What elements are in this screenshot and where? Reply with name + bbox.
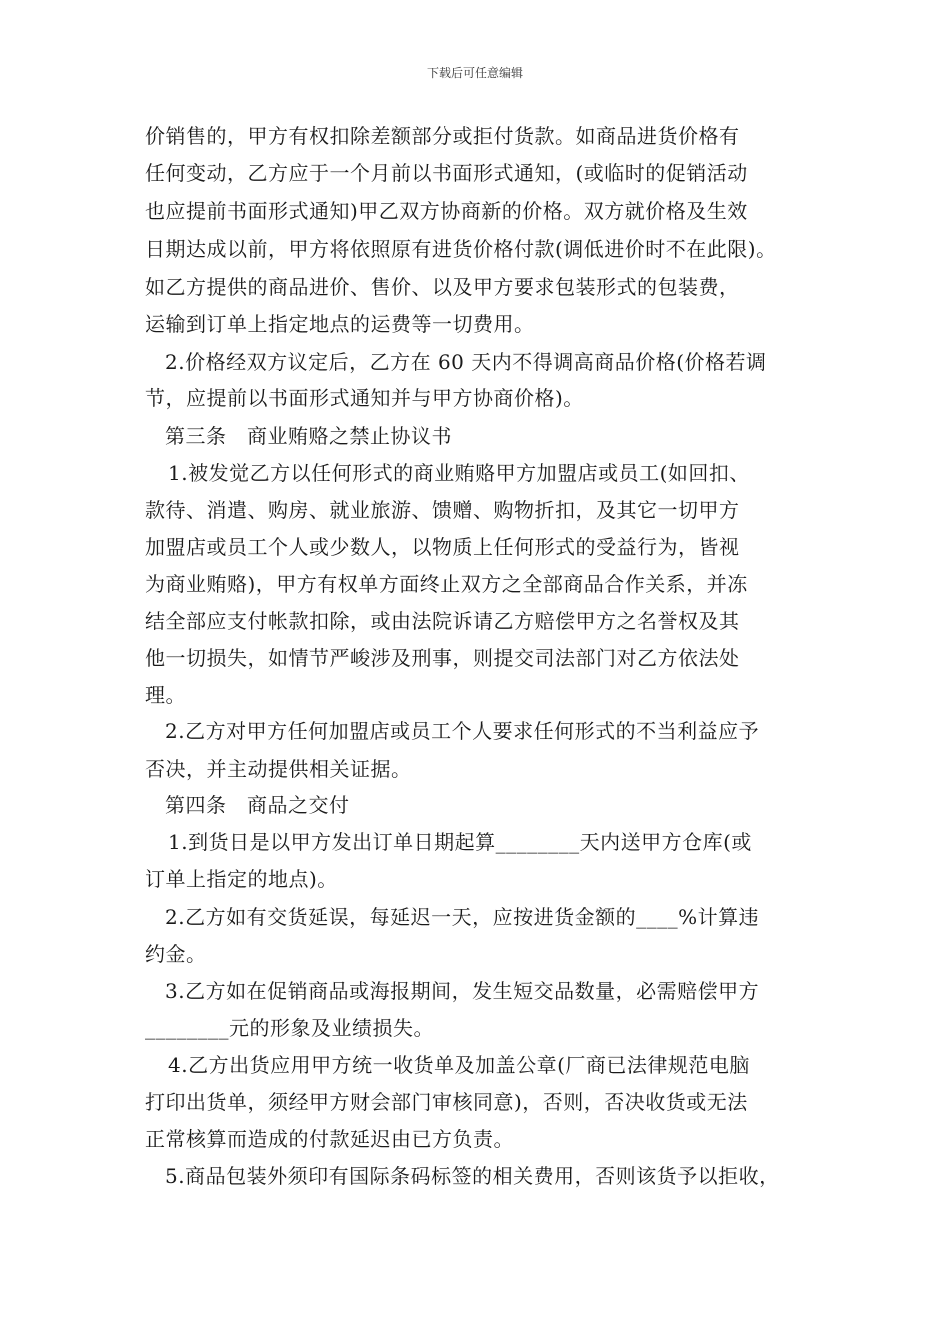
- text-line: 4.乙方出货应用甲方统一收货单及加盖公章(厂商已法律规范电脑: [168, 1053, 750, 1077]
- text-line: 款待、消遣、购房、就业旅游、馈赠、购物折扣，及其它一切甲方: [145, 498, 740, 522]
- text-line: 2.乙方如有交货延误，每延迟一天，应按进货金额的____%计算违: [165, 905, 760, 929]
- text-line: 2.乙方对甲方任何加盟店或员工个人要求任何形式的不当利益应予: [165, 719, 760, 743]
- text-line: 正常核算而造成的付款延迟由已方负责。: [145, 1127, 514, 1151]
- text-line: 任何变动，乙方应于一个月前以书面形式通知，(或临时的促销活动: [145, 161, 748, 185]
- text-line: 日期达成以前，甲方将依照原有进货价格付款(调低进价时不在此限)。: [145, 237, 777, 261]
- text-line: 2.价格经双方议定后，乙方在 60 天内不得调高商品价格(价格若调: [165, 350, 767, 374]
- text-line: 结全部应支付帐款扣除，或由法院诉请乙方赔偿甲方之名誉权及其: [145, 609, 740, 633]
- text-line: 1.被发觉乙方以任何形式的商业贿赂甲方加盟店或员工(如回扣、: [168, 461, 750, 485]
- text-line: 5.商品包装外须印有国际条码标签的相关费用，否则该货予以拒收，: [165, 1164, 780, 1188]
- section-heading: 第四条 商品之交付: [165, 793, 350, 817]
- text-line: 他一切损失，如情节严峻涉及刑事，则提交司法部门对乙方依法处: [145, 646, 740, 670]
- text-line: 3.乙方如在促销商品或海报期间，发生短交品数量，必需赔偿甲方: [165, 979, 760, 1003]
- text-line: 价销售的，甲方有权扣除差额部分或拒付货款。如商品进货价格有: [145, 124, 740, 148]
- text-line: 否决，并主动提供相关证据。: [145, 757, 412, 781]
- page-header: 下载后可任意编辑: [426, 66, 523, 80]
- text-line: ________元的形象及业绩损失。: [145, 1016, 434, 1040]
- text-line: 为商业贿赂)，甲方有权单方面终止双方之全部商品合作关系，并冻: [145, 572, 748, 596]
- text-line: 打印出货单，须经甲方财会部门审核同意)，否则，否决收货或无法: [145, 1090, 748, 1114]
- section-heading: 第三条 商业贿赂之禁止协议书: [165, 424, 452, 448]
- text-line: 加盟店或员工个人或少数人，以物质上任何形式的受益行为，皆视: [145, 535, 740, 559]
- text-line: 也应提前书面形式通知)甲乙双方协商新的价格。双方就价格及生效: [145, 199, 748, 223]
- text-line: 1.到货日是以甲方发出订单日期起算________天内送甲方仓库(或: [168, 830, 752, 854]
- text-line: 约金。: [145, 942, 207, 966]
- text-line: 订单上指定的地点)。: [145, 867, 338, 891]
- text-line: 如乙方提供的商品进价、售价、以及甲方要求包装形式的包装费，: [145, 275, 740, 299]
- text-line: 理。: [145, 683, 186, 707]
- text-line: 节，应提前以书面形式通知并与甲方协商价格)。: [145, 386, 584, 410]
- text-line: 运输到订单上指定地点的运费等一切费用。: [145, 312, 535, 336]
